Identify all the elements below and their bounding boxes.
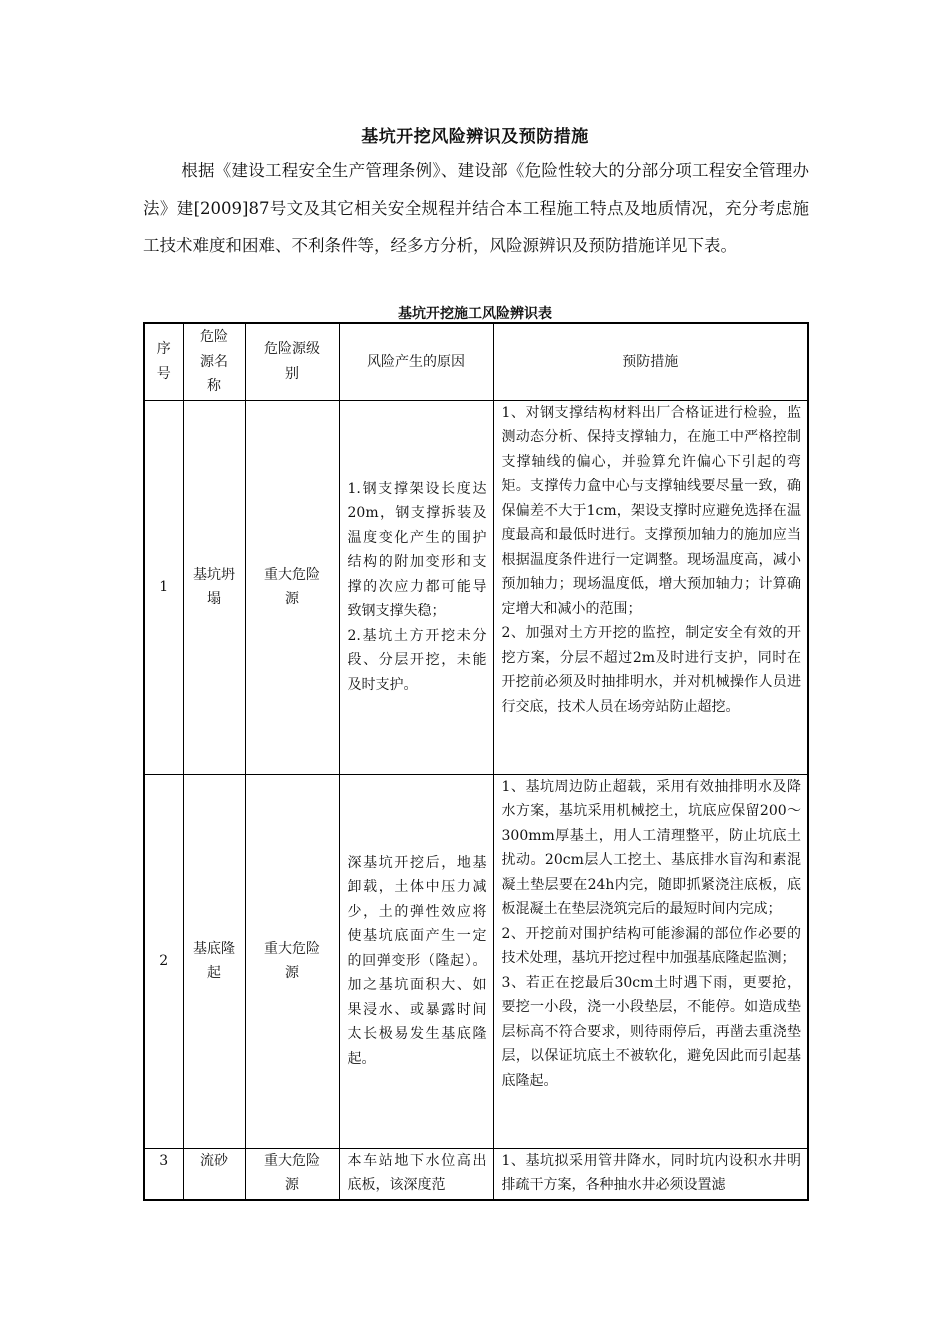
hazard-name: 流砂: [183, 1148, 245, 1200]
measure-item: 2、加强对土方开挖的监控，制定安全有效的开挖方案，分层不超过2m及时进行支护，同时在开挖前必须及时抽排明水，并对机械操作人员进行交底，技术人员在场旁站防止超挖。: [501, 625, 801, 715]
row-no: 2: [144, 774, 183, 1148]
measure-item: 2、开挖前对围护结构可能渗漏的部位作必要的技术处理，基坑开挖过程中加强基底隆起监测；: [501, 925, 801, 966]
header-name: 危险源名称: [183, 323, 245, 400]
header-cause: 风险产生的原因: [339, 323, 493, 400]
risk-cause: [339, 774, 493, 1148]
header-no: 序号: [144, 323, 183, 400]
intro-text: 根据《建设工程安全生产管理条例》、建设部《危险性较大的分部分项工程安全管理办法》建[2009]87号文及其它相关安全规程并结合本工程施工特点及地质情况，充分考虑施工技术难度和困难、不利条件等，经多方分析，风险源辨识及预防措施详见下表。: [143, 161, 809, 255]
document-title: 基坑开挖风险辨识及预防措施: [361, 127, 589, 147]
measure-item: 1、基坑拟采用管井降水，同时坑内设积水井明排疏干方案，各种抽水井必须设置滤: [501, 1152, 801, 1193]
table-row: [144, 400, 808, 774]
table-row: [144, 774, 808, 1148]
cause-item: 深基坑开挖后，地基卸载，土体中压力减少，土的弹性效应将使基坑底面产生一定的回弹变形（隆起）。加之基坑面积大、如果浸水、或暴露时间太长极易发生基底隆起。: [347, 854, 487, 1067]
hazard-level: 重大危险源: [245, 400, 339, 774]
prevention-measures: [493, 400, 808, 774]
header-measures: 预防措施: [493, 323, 808, 400]
hazard-name: 基坑坍塌: [183, 400, 245, 774]
risk-cause: [339, 400, 493, 774]
intro-paragraph: [143, 152, 809, 265]
hazard-level: 重大危险源: [245, 774, 339, 1148]
header-level: 危险源级别: [245, 323, 339, 400]
cause-item: 1.钢支撑架设长度达20m，钢支撑拆装及温度变化产生的围护结构的附加变形和支撑的次应力都可能导致钢支撑失稳；: [347, 480, 487, 620]
measure-item: 1、对钢支撑结构材料出厂合格证进行检验，监测动态分析、保持支撑轴力，在施工中严格控制支撑轴线的偏心，并验算允许偏心下引起的弯矩。支撑传力盒中心与支撑轴线要尽量一致，确保偏差不大于1cm，架设支撑时应避免选择在温度最高和最低时进行。支撑预加轴力的施加应当根据温度条件进行一定调整。现场温度高，减小预加轴力；现场温度低，增大预加轴力；计算确定增大和减小的范围；: [501, 404, 801, 617]
measure-clip: [502, 1149, 802, 1199]
prevention-measures: [493, 774, 808, 1148]
hazard-name: 基底隆起: [183, 774, 245, 1148]
row-no: 1: [144, 400, 183, 774]
measure-item: 3、若正在挖最后30cm土时遇下雨，更要抢，要挖一小段，浇一小段垫层，不能停。如造成垫层标高不符合要求，则待雨停后，再凿去重浇垫层，以保证坑底土不被软化，避免因此而引起基底隆起。: [501, 974, 801, 1089]
cause-clip: [348, 1149, 487, 1199]
cause-item: 本车站地下水位高出底板，该深度范: [347, 1152, 487, 1193]
row-no: 3: [144, 1148, 183, 1200]
table-row: [144, 1148, 808, 1200]
hazard-level: 重大危险源: [245, 1148, 339, 1200]
cause-item: 2.基坑土方开挖未分段、分层开挖，未能及时支护。: [347, 627, 487, 693]
measure-item: 1、基坑周边防止超载，采用有效抽排明水及降水方案，基坑采用机械挖土，坑底应保留200～300mm厚基土，用人工清理整平，防止坑底土扰动。20cm层人工挖土、基底排水盲沟和素混凝土垫层要在24h内完，随即抓紧浇注底板，底板混凝土在垫层浇筑完后的最短时间内完成；: [501, 778, 801, 917]
risk-table: [143, 322, 809, 1201]
prevention-measures: [493, 1148, 808, 1200]
table-header-row: [144, 323, 808, 400]
risk-cause: [339, 1148, 493, 1200]
table-title: 基坑开挖施工风险辨识表: [398, 306, 552, 322]
